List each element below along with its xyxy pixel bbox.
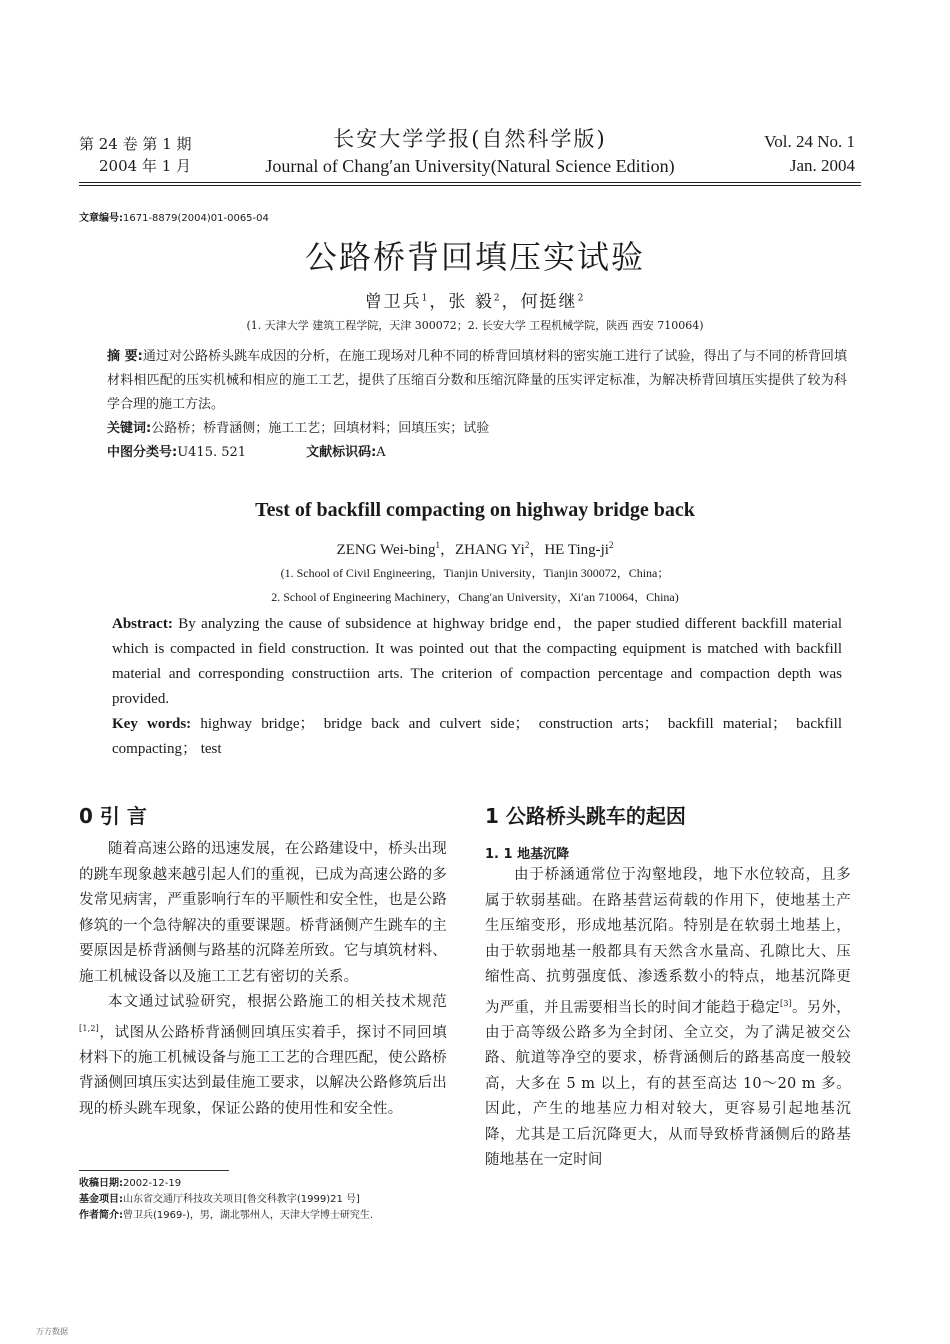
left-column xyxy=(79,837,447,1122)
keywords-en-text: highway bridge； bridge back and culvert side； construction arts； backfill material； backfill compacting； test xyxy=(112,716,842,757)
abstract-en-text: By analyzing the cause of subsidence at highway bridge end，the paper studied different backfill material which is compacted in field construction. It was pointed out that the compacting equipment is matched with backfill material and corresponding constructiion arts. The criterion of compaction percentage and compaction depth was provided. xyxy=(112,616,842,707)
issue-date-en: Jan. 2004 xyxy=(789,156,855,175)
abstract-en xyxy=(112,612,842,762)
author-2: 张 毅 xyxy=(448,292,494,312)
keywords-cn-text: 公路桥；桥背涵侧；施工工艺；回填材料；回填压实；试验 xyxy=(151,421,490,436)
article-number-label: 文章编号: xyxy=(79,213,123,224)
received-date xyxy=(79,1176,373,1192)
doccode-value: A xyxy=(376,445,386,460)
journal-title xyxy=(250,125,690,179)
classification-line xyxy=(107,441,847,465)
affiliations-en xyxy=(0,561,950,609)
section-0-title: 0 引 言 xyxy=(79,804,147,828)
fund-label: 基金项目: xyxy=(79,1194,123,1205)
doccode-label: 文献标识码: xyxy=(306,445,377,460)
authors-en xyxy=(0,538,950,559)
subsidence-paragraph xyxy=(485,863,851,1174)
author-1: 曾卫兵 xyxy=(364,292,422,312)
clc-value: U415. 521 xyxy=(177,445,247,460)
abstract-en-label: Abstract: xyxy=(112,616,173,632)
intro-p2-part-b: ，试图从公路桥背涵侧回填压实着手，探讨不同回填材料下的施工机械设备与施工工艺的合理匹配，使公路桥背涵侧回填压实达到最佳施工要求，以解决公路修筑后出现的桥头跳车现象，保证公路的使用性和安全性。 xyxy=(79,1024,447,1117)
intro-p2-part-a: 本文通过试验研究，根据公路施工的相关技术规范 xyxy=(108,994,447,1010)
issue-date: 2004 年 1 月 xyxy=(99,157,192,175)
intro-paragraph-2 xyxy=(79,990,447,1122)
received-value: 2002-12-19 xyxy=(123,1178,182,1189)
watermark: 万方数据 xyxy=(36,1327,68,1336)
abstract-cn xyxy=(107,345,847,465)
clc-label: 中图分类号: xyxy=(107,445,178,460)
author-en-1-sup: 1 xyxy=(435,540,440,550)
abstract-cn-label: 摘 要: xyxy=(107,349,143,364)
fund-value: 山东省交通厅科技攻关项目[鲁交科教字(1999)21 号] xyxy=(123,1194,360,1205)
header-rule-bottom xyxy=(79,185,861,186)
keywords-en xyxy=(112,712,842,762)
author-sep-1: ， xyxy=(429,292,449,312)
authors-cn xyxy=(0,287,950,312)
abstract-cn-body xyxy=(107,345,847,417)
affiliation-en-1: (1. School of Civil Engineering，Tianjin University，Tianjin 300072，China； xyxy=(280,566,670,580)
article-number-value: 1671-8879(2004)01-0065-04 xyxy=(123,213,269,224)
received-label: 收稿日期: xyxy=(79,1178,123,1189)
volume-issue-en: Vol. 24 No. 1 xyxy=(764,132,855,151)
journal-title-en: Journal of Chang′an University(Natural Science Edition) xyxy=(265,156,675,176)
affiliations-cn: (1. 天津大学 建筑工程学院，天津 300072；2. 长安大学 工程机械学院，陕西 西安 710064) xyxy=(246,319,704,332)
reference-citation: [3] xyxy=(780,998,792,1008)
footnotes xyxy=(79,1176,373,1224)
author-bio-value: 曾卫兵(1969-)，男，湖北鄂州人，天津大学博士研究生. xyxy=(123,1210,374,1221)
reference-citation: [1,2] xyxy=(79,1023,99,1033)
paper-title-cn: 公路桥背回填压实试验 xyxy=(304,238,645,276)
section-1-title: 1 公路桥头跳车的起因 xyxy=(485,804,686,828)
subsidence-part-a: 由于桥涵通常位于沟壑地段，地下水位较高，且多属于软弱基础。在路基营运荷载的作用下，使地基土产生压缩变形，形成地基沉陷。特别是在软弱土地基上，由于软弱地基一般都具有天然含水量高、孔隙比大、压缩性高、抗剪强度低、渗透系数小的特点，地基沉降更为严重，并且需要相当长的时间才能趋于稳定 xyxy=(485,867,851,1016)
author-2-sup: 2 xyxy=(493,293,502,304)
author-3: 何挺继 xyxy=(520,292,578,312)
paper-title-en: Test of backfill compacting on highway bridge back xyxy=(255,499,695,521)
article-number xyxy=(79,209,269,224)
keywords-cn-label: 关键词: xyxy=(107,421,152,436)
author-en-2: ，ZHANG Yi xyxy=(439,542,525,558)
abstract-cn-text: 通过对公路桥头跳车成因的分析，在施工现场对几种不同的桥背回填材料的密实施工进行了试验，得出了与不同的桥背回填材料相匹配的压实机械和相应的施工工艺，提供了压缩百分数和压缩沉降量的压实评定标准，为解决桥背回填压实提供了较为科学合理的施工方法。 xyxy=(107,349,847,412)
fund-project xyxy=(79,1192,373,1208)
subsection-1-1-title: 1. 1 地基沉降 xyxy=(485,847,570,862)
author-sep-2: ， xyxy=(501,292,521,312)
author-en-3-sup: 2 xyxy=(608,540,614,550)
volume-issue: 第 24 卷 第 1 期 xyxy=(79,135,192,153)
header-rule-top xyxy=(79,182,861,183)
author-en-3: ，HE Ting-ji xyxy=(529,542,609,558)
author-en-1: ZENG Wei-bing xyxy=(336,542,436,558)
author-bio xyxy=(79,1208,373,1224)
author-1-sup: 1 xyxy=(421,293,430,304)
keywords-en-label: Key words: xyxy=(112,716,192,732)
author-3-sup: 2 xyxy=(577,293,586,304)
abstract-en-body xyxy=(112,612,842,712)
issue-info xyxy=(79,133,191,177)
author-en-2-sup: 2 xyxy=(524,540,530,550)
issue-info-en xyxy=(764,130,855,178)
keywords-cn xyxy=(107,417,847,441)
affiliation-en-2: 2. School of Engineering Machinery，Chang′an University，Xi′an 710064，China) xyxy=(271,590,679,604)
subsidence-part-b: 。另外，由于高等级公路多为全封闭、全立交，为了满足被交公路、航道等净空的要求，桥背涵侧后的路基高度一般较高，大多在 5 m 以上，有的甚至高达 10～20 m 多。因此，产生的地基应力相对较大，更容易引起地基沉降，尤其是工后沉降更大，从而导致桥背涵侧后的路基随地基在一定时间 xyxy=(485,999,851,1169)
right-column xyxy=(485,863,851,1174)
footnote-rule xyxy=(79,1170,229,1171)
author-bio-label: 作者简介: xyxy=(79,1210,123,1221)
journal-title-cn: 长安大学学报(自然科学版) xyxy=(333,127,607,151)
intro-paragraph-1: 随着高速公路的迅速发展，在公路建设中，桥头出现的跳车现象越来越引起人们的重视，已成为高速公路的多发常见病害，严重影响行车的平顺性和安全性，也是公路修筑的一个急待解决的重要课题。桥背涵侧产生跳车的主要原因是桥背涵侧与路基的沉降差所致。它与填筑材料、施工机械设备以及施工工艺有密切的关系。 xyxy=(79,841,447,985)
